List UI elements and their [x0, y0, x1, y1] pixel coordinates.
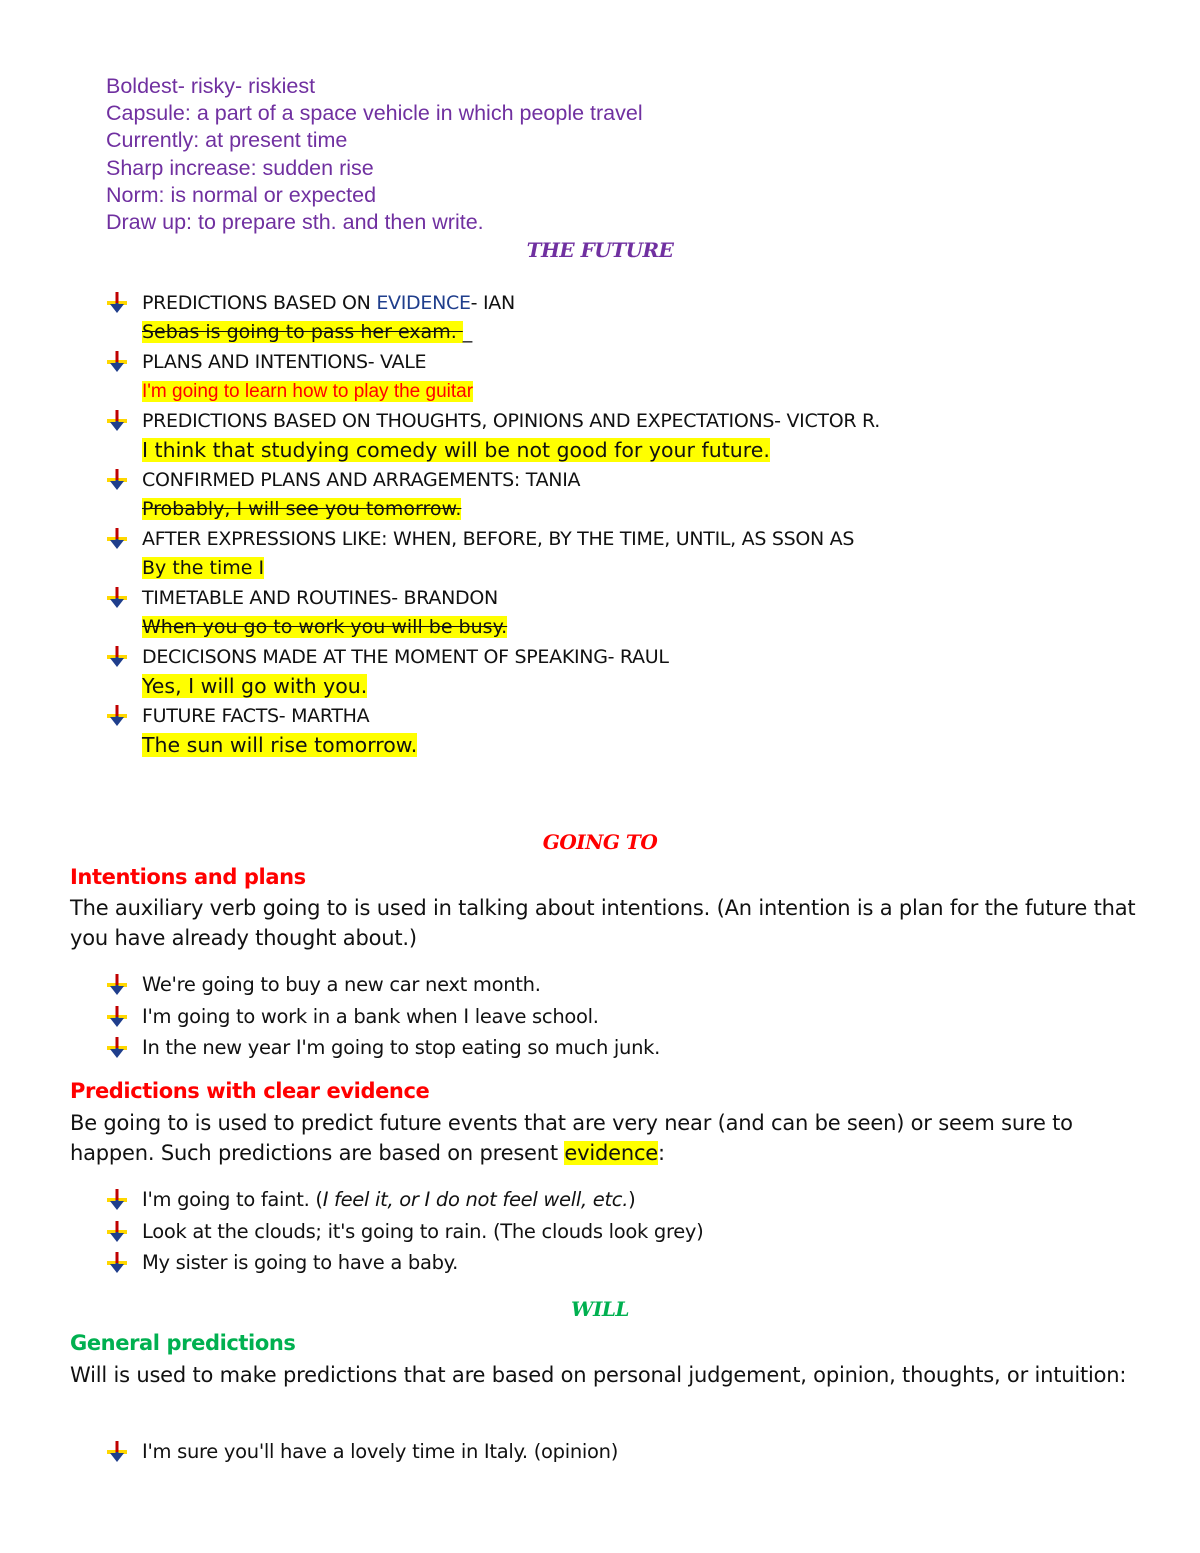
- intentions-title: Intentions and plans: [70, 865, 306, 889]
- arrow-down-bullet-icon: [106, 351, 128, 373]
- vocab-item: Capsule: a part of a space vehicle in which people travel: [106, 101, 643, 126]
- item-title: PREDICTIONS BASED ON EVIDENCE- IAN: [142, 292, 515, 314]
- list-item: I'm going to work in a bank when I leave school.: [106, 1001, 1106, 1033]
- list-item: [106, 642, 1106, 701]
- intentions-paragraph: The auxiliary verb going to is used in talking about intentions. (An intention is a plan for the future that you have already thought about.): [70, 896, 1136, 950]
- will-heading: WILL: [571, 1297, 629, 1321]
- predictions-title: Predictions with clear evidence: [70, 1079, 430, 1103]
- item-example: I'm going to learn how to play the guitar: [142, 381, 474, 402]
- arrow-down-bullet-icon: [106, 705, 128, 727]
- list-item: [106, 583, 1106, 642]
- vocab-item: Currently: at present time: [106, 128, 348, 153]
- item-title: TIMETABLE AND ROUTINES- BRANDON: [142, 587, 498, 609]
- going-to-heading: GOING TO: [542, 830, 658, 854]
- item-title: DECICISONS MADE AT THE MOMENT OF SPEAKING- RAUL: [142, 646, 669, 668]
- future-heading: THE FUTURE: [526, 238, 674, 262]
- list-item: We're going to buy a new car next month.: [106, 969, 1106, 1001]
- vocab-item: Draw up: to prepare sth. and then write.: [106, 210, 484, 235]
- list-item: [106, 406, 1106, 465]
- arrow-down-bullet-icon: [106, 1221, 128, 1243]
- item-title: PREDICTIONS BASED ON THOUGHTS, OPINIONS AND EXPECTATIONS- VICTOR R.: [142, 410, 880, 432]
- arrow-down-bullet-icon: [106, 974, 128, 996]
- list-item: [106, 288, 1106, 347]
- arrow-down-bullet-icon: [106, 292, 128, 314]
- list-item: [106, 347, 1106, 406]
- item-example: Probably, I will see you tomorrow.: [142, 498, 462, 520]
- list-item: Look at the clouds; it's going to rain. (The clouds look grey): [106, 1216, 1106, 1248]
- general-predictions-examples: [106, 1436, 1106, 1468]
- item-example: Sebas is going to pass her exam. _: [142, 321, 473, 343]
- list-item: I'm sure you'll have a lovely time in Italy. (opinion): [106, 1436, 1106, 1468]
- arrow-down-bullet-icon: [106, 410, 128, 432]
- item-example: When you go to work you will be busy.: [142, 616, 508, 638]
- list-item: In the new year I'm going to stop eating so much junk.: [106, 1032, 1106, 1064]
- list-item: I'm going to faint. (I feel it, or I do not feel well, etc.): [106, 1184, 1106, 1216]
- item-title: CONFIRMED PLANS AND ARRAGEMENTS: TANIA: [142, 469, 581, 491]
- arrow-down-bullet-icon: [106, 528, 128, 550]
- item-title: FUTURE FACTS- MARTHA: [142, 705, 370, 727]
- vocab-item: Sharp increase: sudden rise: [106, 155, 374, 180]
- item-example: I think that studying comedy will be not good for your future.: [142, 438, 770, 462]
- future-list: [106, 288, 1106, 760]
- vocab-item: Norm: is normal or expected: [106, 182, 377, 207]
- general-predictions-title: General predictions: [70, 1331, 296, 1355]
- list-item: [106, 465, 1106, 524]
- predictions-examples: [106, 1184, 1106, 1279]
- item-title: PLANS AND INTENTIONS- VALE: [142, 351, 427, 373]
- predictions-paragraph: Be going to is used to predict future events that are very near (and can be seen) or seem sure to happen. Such predictions are based on present evidence:: [70, 1111, 1073, 1165]
- item-example: Yes, I will go with you.: [142, 674, 368, 698]
- arrow-down-bullet-icon: [106, 587, 128, 609]
- list-item: [106, 701, 1106, 760]
- item-example: By the time I: [142, 557, 265, 579]
- arrow-down-bullet-icon: [106, 1441, 128, 1463]
- vocab-item: Boldest- risky- riskiest: [106, 74, 316, 98]
- arrow-down-bullet-icon: [106, 1252, 128, 1274]
- item-title: AFTER EXPRESSIONS LIKE: WHEN, BEFORE, BY THE TIME, UNTIL, AS SSON AS: [142, 528, 855, 550]
- intentions-examples: [106, 969, 1106, 1064]
- arrow-down-bullet-icon: [106, 1006, 128, 1028]
- arrow-down-bullet-icon: [106, 1189, 128, 1211]
- list-item: [106, 524, 1106, 583]
- arrow-down-bullet-icon: [106, 646, 128, 668]
- item-example: The sun will rise tomorrow.: [142, 733, 418, 757]
- arrow-down-bullet-icon: [106, 1037, 128, 1059]
- vocabulary-list: [106, 73, 1006, 236]
- arrow-down-bullet-icon: [106, 469, 128, 491]
- list-item: My sister is going to have a baby.: [106, 1247, 1106, 1279]
- general-predictions-paragraph: Will is used to make predictions that are based on personal judgement, opinion, thoughts, or intuition:: [70, 1363, 1127, 1387]
